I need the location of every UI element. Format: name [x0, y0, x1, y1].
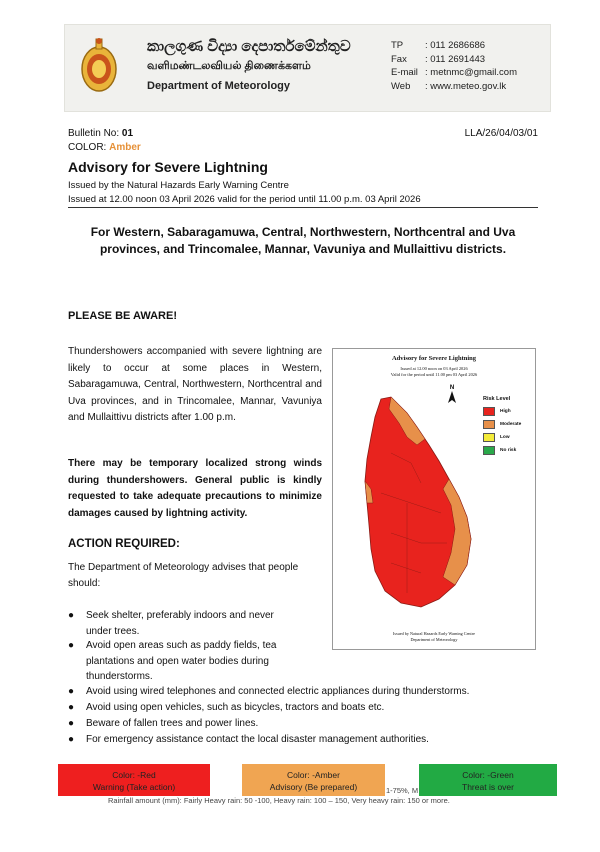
- legend-item-low: [483, 433, 510, 442]
- north-label: N: [449, 385, 455, 391]
- bulletin-label: Bulletin No:: [68, 128, 120, 139]
- issued-at: Issued at 12.00 noon 03 April 2026 valid for the period until 11.00 p.m. 03 April 2026: [68, 194, 421, 205]
- legend-swatch: [483, 433, 495, 442]
- bullet-icon: ●: [68, 702, 75, 713]
- list-item: [68, 638, 328, 686]
- list-item: [68, 700, 548, 716]
- color-box-meaning: Threat is over: [462, 782, 514, 792]
- contact-value[interactable]: : metnmc@gmail.com: [425, 67, 517, 78]
- color-box-meaning: Warning (Take action): [92, 782, 176, 792]
- bullet-icon: ●: [68, 610, 75, 621]
- legend-swatch: [483, 420, 495, 429]
- legend-swatch: [483, 407, 495, 416]
- map-footer-department: Department of Meteorology: [410, 637, 458, 642]
- department-name-english: Department of Meteorology: [147, 80, 291, 92]
- letterhead: [64, 24, 551, 112]
- contact-value: : 011 2691443: [425, 53, 486, 65]
- list-item-text: under trees.: [86, 625, 140, 637]
- bulletin-number-value: 01: [121, 128, 134, 139]
- color-box-title: Color: -Green: [462, 770, 514, 780]
- contact-row-fax: [391, 53, 517, 67]
- map-issued: Issued at 12.00 noon on 03 April 2026: [400, 366, 468, 371]
- list-item: [68, 608, 328, 640]
- bulletin-number: [68, 128, 133, 139]
- aware-heading: PLEASE BE AWARE!: [68, 310, 177, 322]
- color-box-title: Color: -Red: [112, 770, 156, 780]
- legend-swatch: [483, 446, 495, 455]
- color-label: COLOR:: [68, 142, 107, 153]
- legend-label: No risk: [500, 448, 517, 453]
- color-box-amber: [242, 764, 385, 796]
- color-box-title: Color: -Amber: [287, 770, 340, 780]
- legend-label: High: [500, 409, 511, 414]
- list-item-text: Avoid using wired telephones and connected electric appliances during thunderstorms.: [86, 686, 470, 697]
- legend-item-moderate: [483, 420, 521, 429]
- bulletin-reference: LLA/26/04/03/01: [464, 128, 538, 139]
- list-item-text: Avoid open areas such as paddy fields, tea: [86, 640, 277, 651]
- list-item: [68, 684, 548, 700]
- legend-item-high: [483, 407, 511, 416]
- bullet-icon: ●: [68, 734, 75, 745]
- list-item-text: Beware of fallen trees and power lines.: [86, 718, 259, 729]
- regions-heading: For Western, Sabaragamuwa, Central, Northwestern, Northcentral and Uva provinces, and Trincomalee, Mannar, Vavuniya and Mullaittivu districts.: [90, 225, 516, 256]
- color-box-red: [58, 764, 210, 796]
- contact-key: Web: [391, 80, 411, 92]
- government-emblem-icon: [79, 35, 119, 95]
- bullet-icon: ●: [68, 640, 75, 651]
- sri-lanka-map: [351, 393, 481, 625]
- contact-row-web: [391, 80, 517, 94]
- bullet-icon: ●: [68, 686, 75, 697]
- contact-key: TP: [391, 40, 404, 51]
- list-item: [68, 716, 548, 732]
- risk-map: [332, 348, 536, 650]
- partial-note: 1-75%, M: [386, 786, 419, 795]
- contact-value[interactable]: : www.meteo.gov.lk: [425, 80, 507, 92]
- warning-paragraph: There may be temporary localized strong winds during thundershowers. General public is kindly requested to take adequate precautions to minimize damages caused by lightning activity.: [68, 458, 322, 519]
- rainfall-note: Rainfall amount (mm): Fairly Heavy rain: 50 -100, Heavy rain: 100 – 150, Very heavy rain: 150 or more.: [108, 796, 450, 805]
- action-intro: The Department of Meteorology advises that people should:: [68, 562, 299, 589]
- map-footer-issuer: Issued by Natural Hazards Early Warning Centre: [393, 631, 475, 636]
- list-item-text: Seek shelter, preferably indoors and never: [86, 610, 274, 621]
- contact-key: E-mail: [391, 67, 418, 78]
- color-box-green: [419, 764, 557, 796]
- department-name-tamil: வளிமண்டலவியல் திணைக்களம்: [147, 60, 311, 72]
- issued-by: Issued by the Natural Hazards Early Warning Centre: [68, 180, 289, 191]
- divider: [68, 207, 538, 208]
- legend-item-no-risk: [483, 446, 516, 455]
- color-value: Amber: [109, 142, 141, 153]
- list-item-text: thunderstorms.: [86, 671, 153, 682]
- legend-title: Risk Level: [483, 396, 511, 402]
- bullet-icon: ●: [68, 718, 75, 729]
- map-valid: Valid for the period until 11.00 pm 03 April 2026: [390, 372, 478, 377]
- legend-label: Moderate: [500, 422, 522, 427]
- department-name-sinhala: කාලගුණ විද්‍යා දෙපාර්තමේන්තුව: [147, 38, 351, 55]
- contact-row-tp: [391, 39, 517, 53]
- contact-value: : 011 2686686: [425, 40, 486, 51]
- forecast-paragraph: Thundershowers accompanied with severe lightning are likely to occur at some places in Western, Sabaragamuwa, Central, Northwestern, Northcentral and Uva provinces, and in Trincomalee, Mannar, Vavuniya and Mullaittivu districts after 1.00 p.m.: [68, 346, 322, 423]
- list-item-text: Avoid using open vehicles, such as bicycles, tractors and boats etc.: [86, 702, 385, 713]
- action-heading: ACTION REQUIRED:: [68, 538, 180, 550]
- legend-label: Low: [500, 435, 510, 440]
- contact-row-email: [391, 66, 517, 80]
- list-item-text: For emergency assistance contact the local disaster management authorities.: [86, 734, 429, 745]
- map-title: Advisory for Severe Lightning: [391, 355, 477, 362]
- advisory-title: Advisory for Severe Lightning: [68, 159, 268, 175]
- list-item: [68, 732, 548, 748]
- contact-key: Fax: [391, 53, 407, 65]
- color-box-meaning: Advisory (Be prepared): [269, 782, 358, 792]
- bulletin-color: [68, 142, 141, 153]
- list-item-text: plantations and open water bodies during: [86, 655, 269, 667]
- contact-details: [391, 39, 517, 93]
